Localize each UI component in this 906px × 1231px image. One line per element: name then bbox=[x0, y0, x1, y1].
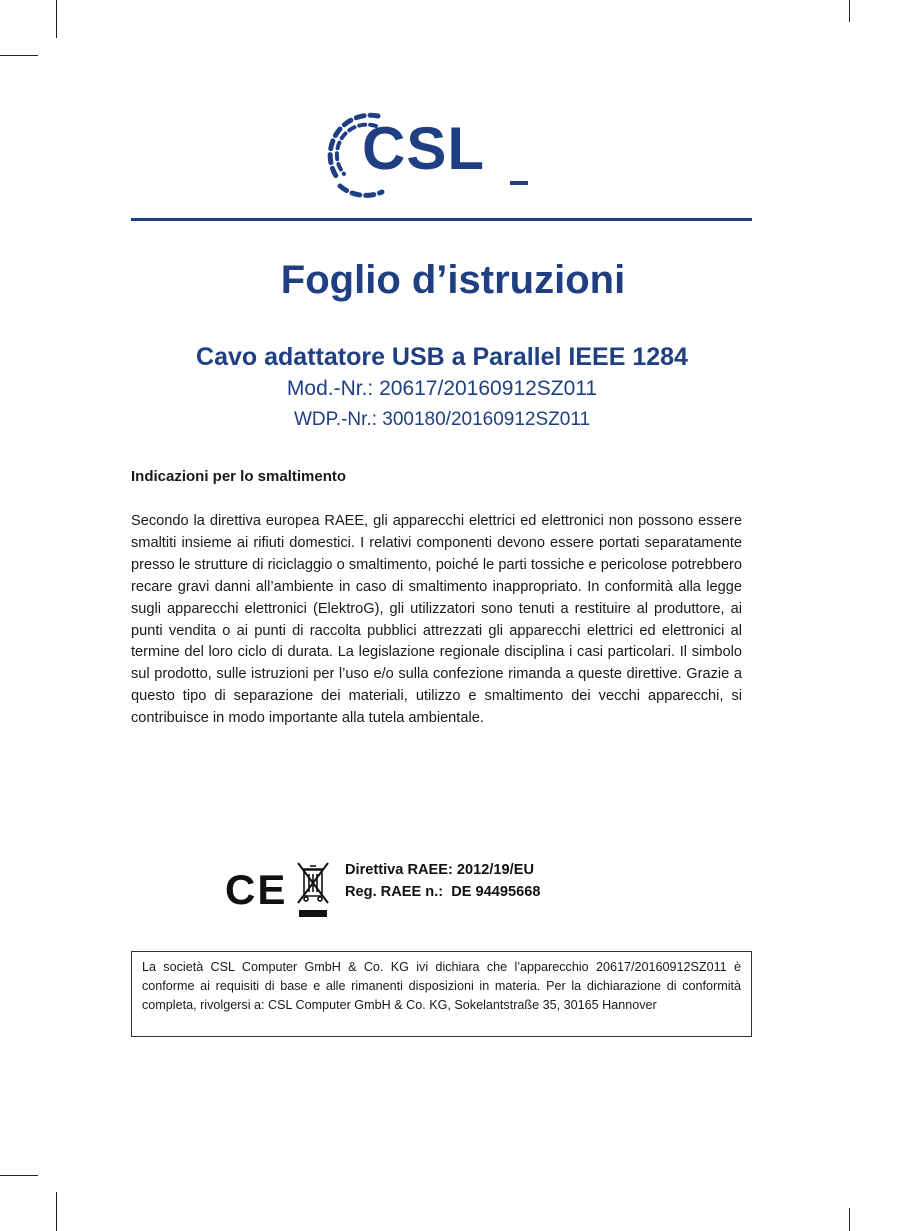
disposal-text: Secondo la direttiva europea RAEE, gli apparecchi elettrici ed elettronici non possono essere smaltiti insieme ai rifiuti domestici. I relativi componenti devono essere portati separatamente presso le strutture di riciclaggio o smaltimento, poiché le parti tossiche e pericolose potrebbero recare gravi danni all’ambiente in caso di smaltimento inappropriato. In conformità alla legge sugli apparecchi elettronici (ElektroG), gli utilizzatori sono tenuti a restituire al produttore, ai punti vendita o ai punti di raccolta pubblici attrezzati gli apparecchi elettrici ed elettronici al termine del loro ciclo di durata. La legislazione regionale disciplina i casi particolari. Il simbolo sul prodotto, sulle istruzioni per l’uso e/o sulla confezione rimanda a queste direttive. Grazie a questo tipo di separazione dei materiali, utilizzo e smaltimento dei vecchi apparecchi, si contribuisce in modo importante alla tutela ambientale. bbox=[131, 513, 742, 727]
logo-underscore bbox=[510, 181, 528, 185]
crop-mark bbox=[56, 1192, 57, 1231]
model-number: Mod.-Nr.: 20617/20160912SZ011 bbox=[286, 377, 598, 400]
product-name: Cavo adattatore USB a Parallel IEEE 1284 bbox=[196, 343, 688, 371]
page-title: Foglio d’istruzioni bbox=[280, 258, 626, 302]
crop-mark bbox=[0, 55, 38, 56]
crop-mark bbox=[849, 1208, 850, 1231]
crop-mark bbox=[0, 1175, 38, 1176]
declaration-text: La società CSL Computer GmbH & Co. KG ivi dichiara che l’apparecchio 20617/20160912SZ011 è conforme ai requisiti di base e alle rimanenti disposizioni in materia. Per la dichiarazione di conformità completa, rivolgersi a: CSL Computer GmbH & Co. KG, Sokelantstraße 35, 30165 Hannover bbox=[142, 960, 741, 1012]
raee-registration: Reg. RAEE n.: DE 94495668 bbox=[345, 884, 541, 900]
wdp-number: WDP.-Nr.: 300180/20160912SZ011 bbox=[293, 409, 591, 430]
compliance-marks bbox=[225, 855, 625, 925]
raee-info bbox=[345, 859, 540, 903]
declaration-box bbox=[131, 951, 752, 1037]
ce-mark: CE bbox=[225, 866, 288, 913]
crossed-bin-icon bbox=[295, 861, 331, 919]
disposal-heading: Indicazioni per lo smaltimento bbox=[131, 468, 347, 485]
crop-mark bbox=[56, 0, 57, 38]
crop-mark bbox=[849, 0, 850, 22]
raee-directive: Direttiva RAEE: 2012/19/EU bbox=[345, 862, 534, 878]
header-divider bbox=[131, 218, 752, 221]
logo-text: CSL bbox=[362, 115, 485, 182]
csl-logo bbox=[326, 104, 532, 198]
